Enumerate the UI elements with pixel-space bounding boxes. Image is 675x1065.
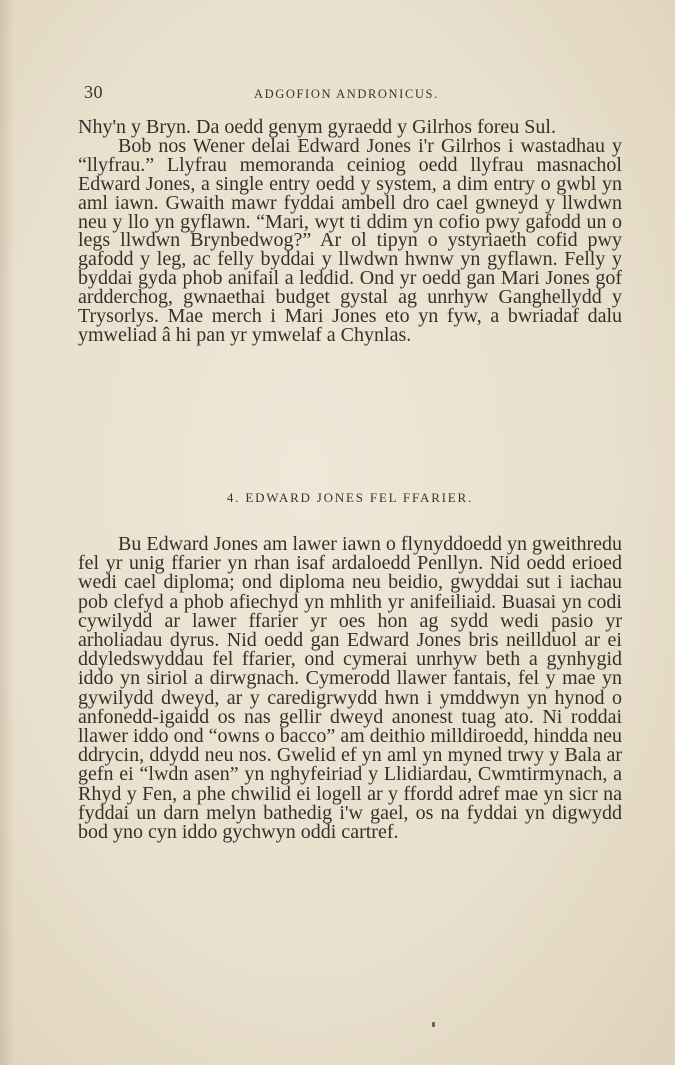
- page-number: 30: [84, 82, 103, 102]
- gutter-shadow: [0, 0, 14, 1065]
- body-text: [78, 118, 622, 345]
- paragraph: Bob nos Wener delai Edward Jones i'r Gilrhos i wastadhau y “llyfrau.” Llyfrau memoranda ceiniog oedd llyfrau masnachol Edward Jones, a single entry oedd y system, a dim entry o gwbl yn aml iawn. Gwaith mawr fyddai ambell dro cael gwneyd y llwdwn neu y llo yn gyflawn. “Mari, wyt ti ddim yn cofio pwy gafodd un o legs llwdwn Brynbedwog?” Ar ol tipyn o ystyriaeth cofid pwy gafodd y leg, ac felly byddai y llwdwn hwnw yn gyflawn. Felly y byddai gyda phob anifail a leddid. Ond yr oedd gan Mari Jones gof ardderchog, gwnaethai budget gystal ag unrhyw Ganghellydd y Trysorlys. Mae merch i Mari Jones eto yn fyw, a bwriadaf dalu ymweliad â hi pan yr ymwelaf a Chynlas.: [78, 134, 622, 346]
- paragraph: Nhy'n y Bryn. Da oedd genym gyraedd y Gilrhos foreu Sul.: [78, 116, 556, 138]
- paragraph: Bu Edward Jones am lawer iawn o flynyddoedd yn gweithredu fel yr unig ffarier yn rhan isaf ardaloedd Penllyn. Nid oedd erioed wedi cael diploma; ond diploma neu beidio, gwyddai sut i iachau pob clefyd a phob afiechyd yn mhlith yr anifeiliaid. Buasai yn codi cywilydd ar lawer ffarier yr oes hon ag sydd wedi pasio yr arholiadau dyrus. Nid oedd gan Edward Jones bris neillduol ar ei ddyledswyddau fel ffarier, ond cymerai unrhyw beth a gynhygid iddo yn siriol a dirwgnach. Cymerodd llawer fantais, fel y mae yn gywilydd dweyd, ar y caredigrwydd hwn i ymddwyn yn hynod o anfonedd-igaidd os nas gellir dweyd anonest tuag ato. Ni roddai llawer iddo ond “owns o bacco” am deithio milldiroedd, hindda neu ddrycin, ddydd neu nos. Gwelid ef yn aml yn myned trwy y Bala ar gefn ei “lwdn asen” yn nghyfeiriad y Llidiardau, Cwmtirmynach, a Rhyd y Fen, a phe chwilid ei logell ar y ffordd adref mae yn sicr na fyddai un darn melyn bathedig i'w gael, os na fyddai yn digwydd bod yno cyn iddo gychwyn oddi cartref.: [78, 533, 622, 844]
- ink-speck: [432, 1022, 435, 1027]
- page-header: [80, 82, 620, 106]
- running-head: ADGOFION ANDRONICUS.: [254, 87, 439, 101]
- section-body: [78, 535, 622, 842]
- section-heading: 4. EDWARD JONES FEL FFARIER.: [226, 490, 474, 505]
